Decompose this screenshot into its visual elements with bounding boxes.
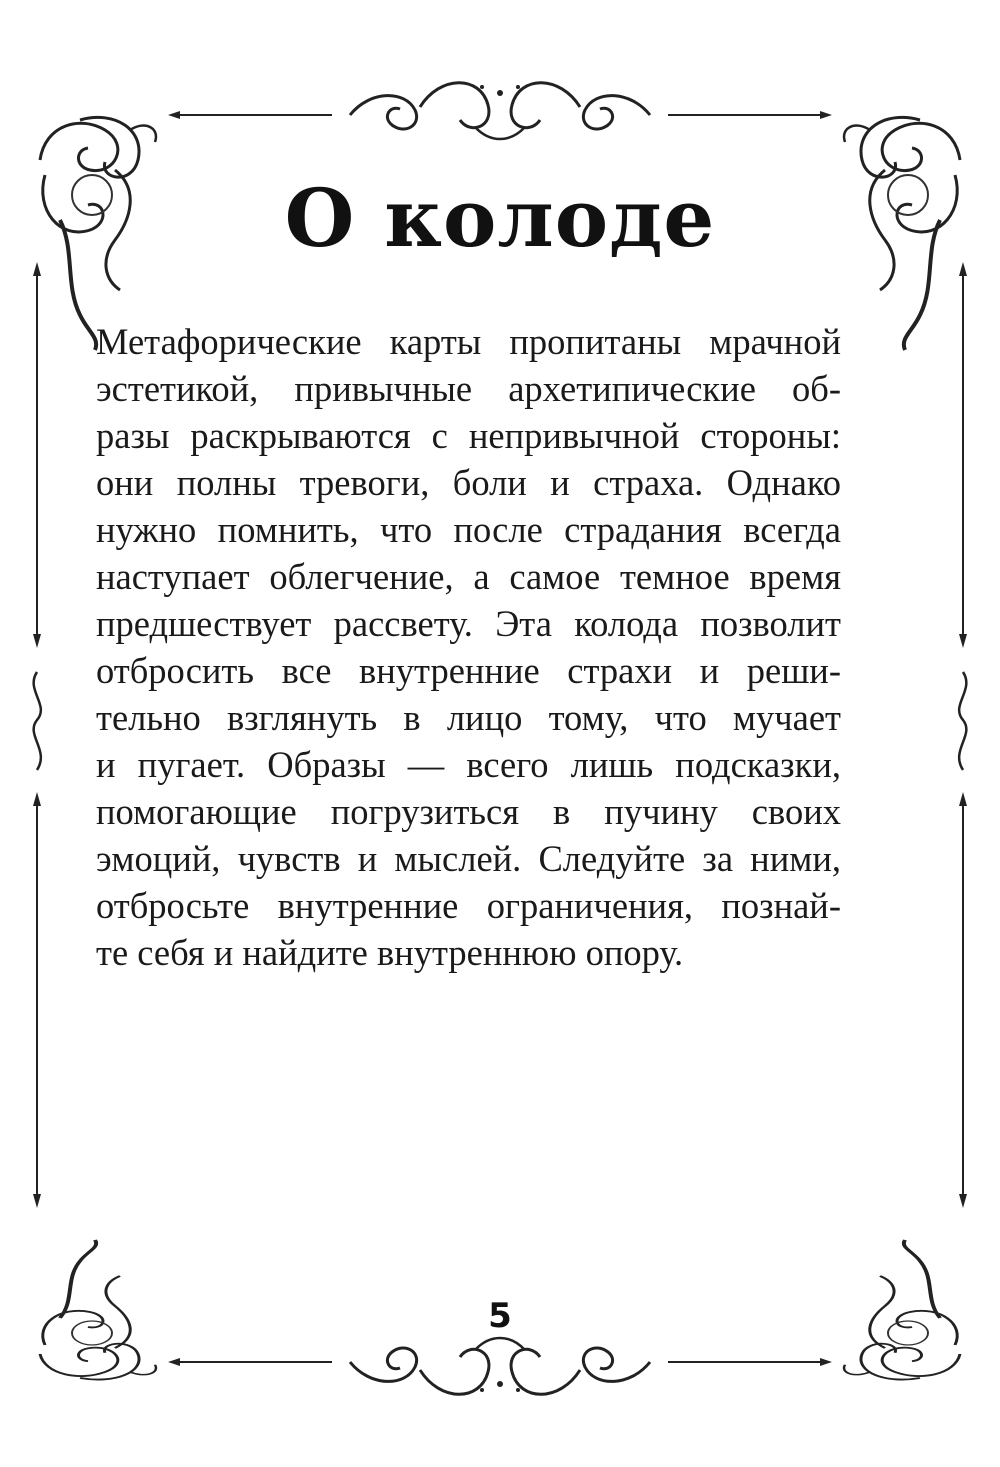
body-line: и пугает. Образы — всего лишь подсказки,	[96, 744, 841, 785]
body-text	[96, 318, 841, 976]
page-title: О колоде	[284, 171, 716, 265]
body-line: эстетикой, привычные архетипические об-	[96, 368, 841, 409]
body-line: помогающие погрузиться в пучину своих	[96, 791, 841, 832]
body-line: те себя и найдите внутреннюю опору.	[96, 932, 684, 973]
body-line: они полны тревоги, боли и страха. Однако	[96, 462, 841, 503]
body-line: отбросить все внутренние страхи и реши-	[96, 650, 841, 691]
body-line: разы раскрываются с непривычной стороны:	[96, 415, 841, 456]
body-line: нужно помнить, что после страдания всегда	[96, 509, 841, 550]
body-line: предшествует рассвету. Эта колода позволит	[96, 603, 841, 644]
page-number: 5	[488, 1296, 512, 1336]
body-line: отбросьте внутренние ограничения, познай-	[96, 885, 841, 926]
body-line: эмоций, чувств и мыслей. Следуйте за ними,	[96, 838, 841, 879]
body-line: наступает облегчение, а самое темное время	[96, 556, 841, 597]
body-line: тельно взглянуть в лицо тому, что мучает	[96, 697, 841, 738]
body-line: Метафорические карты пропитаны мрачной	[96, 321, 841, 362]
